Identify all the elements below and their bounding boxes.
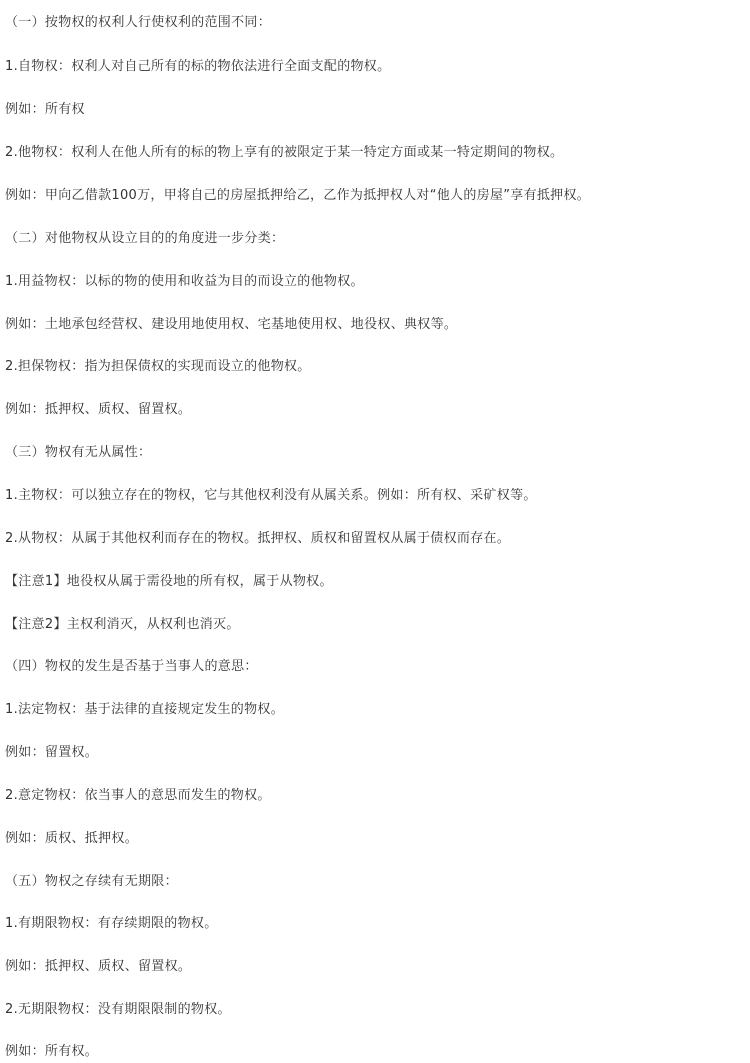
example-line: 例如：土地承包经营权、建设用地使用权、宅基地使用权、地役权、典权等。 [5, 317, 458, 332]
note-2: 【注意2】主权利消灭，从权利也消灭。 [5, 617, 240, 632]
paragraph-other-right: 2.他物权：权利人在他人所有的标的物上享有的被限定于某一特定方面或某一特定期间的物权。 [5, 145, 564, 160]
example-line: 例如：留置权。 [5, 745, 99, 760]
section-heading-5: （五）物权之存续有无期限： [5, 874, 178, 889]
paragraph-usufruct: 1.用益物权：以标的物的使用和收益为目的而设立的他物权。 [5, 274, 364, 289]
note-1: 【注意1】地役权从属于需役地的所有权，属于从物权。 [5, 574, 333, 589]
example-line: 例如：甲向乙借款100万，甲将自己的房屋抵押给乙，乙作为抵押权人对“他人的房屋”享有抵押权。 [5, 188, 591, 203]
section-heading-4: （四）物权的发生是否基于当事人的意思： [5, 659, 258, 674]
paragraph-consensual: 2.意定物权：依当事人的意思而发生的物权。 [5, 788, 271, 803]
example-line: 例如：抵押权、质权、留置权。 [5, 402, 192, 417]
paragraph-self-right: 1.自物权：权利人对自己所有的标的物依法进行全面支配的物权。 [5, 59, 391, 74]
example-line: 例如：所有权 [5, 102, 85, 117]
paragraph-unlimited: 2.无期限物权：没有期限限制的物权。 [5, 1002, 231, 1017]
paragraph-security: 2.担保物权：指为担保债权的实现而设立的他物权。 [5, 359, 311, 374]
section-heading-2: （二）对他物权从设立目的的角度进一步分类： [5, 231, 285, 246]
section-heading-1: （一）按物权的权利人行使权利的范围不同： [5, 15, 272, 30]
section-heading-3: （三）物权有无从属性： [5, 445, 152, 460]
paragraph-principal: 1.主物权：可以独立存在的物权，它与其他权利没有从属关系。例如：所有权、采矿权等。 [5, 488, 537, 503]
example-line: 例如：质权、抵押权。 [5, 831, 139, 846]
paragraph-accessory: 2.从物权：从属于其他权利而存在的物权。抵押权、质权和留置权从属于债权而存在。 [5, 531, 511, 546]
paragraph-statutory: 1.法定物权：基于法律的直接规定发生的物权。 [5, 702, 285, 717]
example-line: 例如：抵押权、质权、留置权。 [5, 959, 192, 974]
example-line: 例如：所有权。 [5, 1044, 99, 1059]
paragraph-term-limited: 1.有期限物权：有存续期限的物权。 [5, 916, 218, 931]
